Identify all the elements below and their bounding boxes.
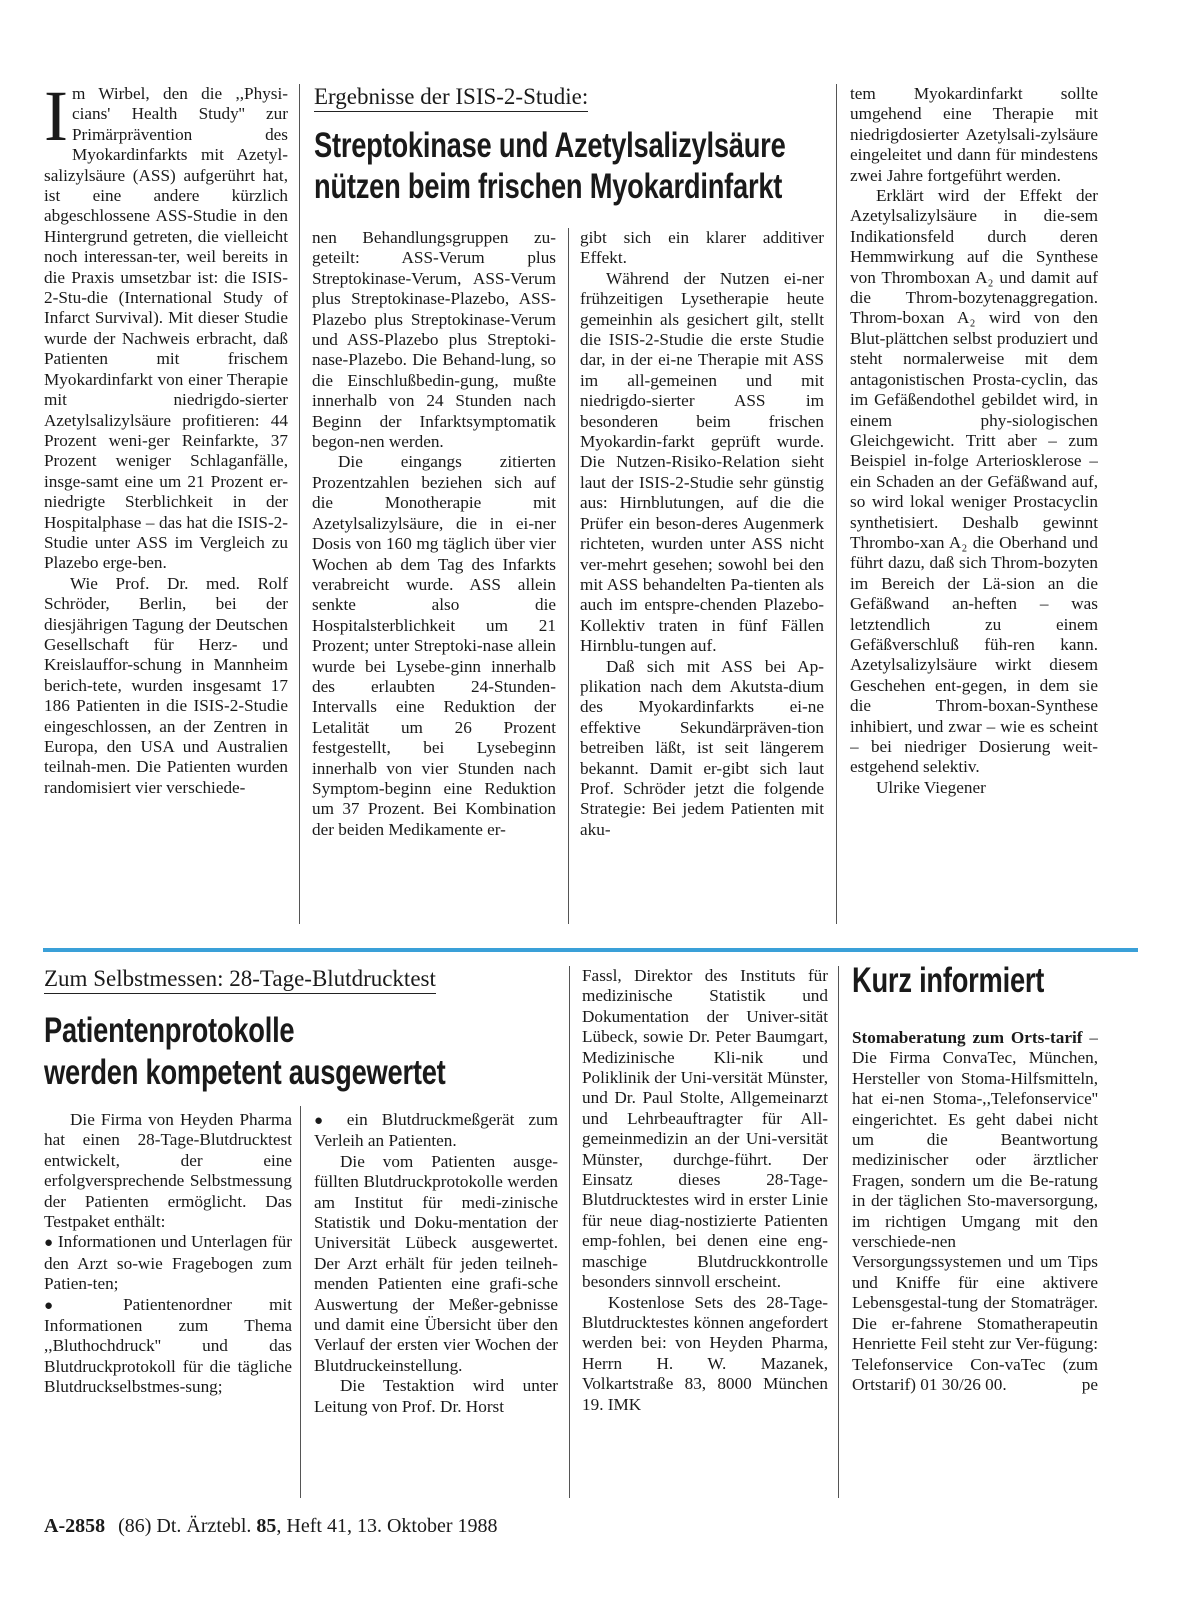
article1-col2-para1: nen Behandlungsgruppen zu-geteilt: ASS-Verum plus Streptokinase-Verum, ASS-Verum plus Streptokinase-Plazebo, ASS-Plazebo plus Streptokinase-Verum und ASS-Plazebo plus Streptoki-nase-Plazebo. Die Behand-lung, so die Einschlußbedin-gung, mußte innerhalb von 24 Stunden nach Beginn der Infarktsymptomatik begon-nen werden. — [312, 228, 556, 452]
article2-bullet2: Patientenordner mit Informationen zum Thema ,,Bluthochdruck'' und das Blutdruckprotokoll für die tägliche Blutdruckselbstmes-sung; — [44, 1294, 292, 1397]
dropcap: I — [44, 84, 68, 156]
column-divider — [299, 84, 300, 924]
article2-column-2 — [314, 1110, 558, 1496]
article1-kicker: Ergebnisse der ISIS-2-Studie: — [314, 84, 588, 112]
article2-col2-para2: Die vom Patienten ausge-füllten Blutdruckprotokolle werden am Institut für medi-zinische Statistik und Doku-mentation der Universität Lübeck ausgewertet. Der Arzt erhält für jeden teilneh-menden Patienten eine grafi-sche Auswertung der Meßer-gebnisse und damit eine Übersicht über den Verlauf der ersten vier Wochen der Blutdruckeinstellung. — [314, 1151, 558, 1375]
article1-col3-para2: Während der Nutzen ei-ner frühzeitigen Lysetherapie heute gemeinhin als gesichert gilt, stellt die ISIS-2-Studie die erste Studie dar, in der ei-ne Therapie mit ASS im all-gemeinen und mit niedrigdo-sierter ASS im besonderen beim frischen Myokardin-farkt geprüft wurde. Die Nutzen-Risiko-Relation sieht laut der ISIS-2-Studie sehr günstig aus: Hirnblutungen, auf die die Prüfer ein beson-deres Augenmerk richteten, wurden unter ASS nicht ver-mehrt gesehen; sowohl bei den mit ASS behandelten Pa-tienten als auch im entspre-chenden Plazebo-Kollektiv traten in fünf Fällen Hirnblu-tungen auf. — [580, 268, 824, 656]
article1-col1-para2: Wie Prof. Dr. med. Rolf Schröder, Berlin, bei der diesjährigen Tagung der Deutschen Gesellschaft für Herz- und Kreislauffor-schung in Mannheim berich-tete, wurden insgesamt 17 186 Patienten in die ISIS-2-Studie eingeschlossen, an der Zentren in Europa, den USA und Australien teilnah-men. Die Patienten wurden randomisiert vier verschiede- — [44, 573, 288, 797]
article1-column-1 — [44, 84, 288, 924]
column-divider — [836, 84, 837, 924]
bullet-icon: ● — [314, 1113, 333, 1129]
article1-column-3 — [580, 228, 824, 924]
article1-headline-line1: Streptokinase und Azetylsalizylsäure — [314, 126, 786, 165]
article1-col3-para3: Daß sich mit ASS bei Ap-plikation nach dem Akutsta-dium des Myokardinfarkts ei-ne effektive Sekundärpräven-tion betreiben läßt, ist seit längerem bekannt. Damit er-gibt sich laut Prof. Schröder jetzt die folgende Strategie: Bei jedem Patienten mit aku- — [580, 656, 824, 839]
article2-column-3 — [582, 966, 828, 1496]
article1-col3-para1: gibt sich ein klarer additiver Effekt. — [580, 228, 824, 268]
kurz-signature: pe — [1081, 1375, 1098, 1395]
article1-headline-line2: nützen beim frischen Myokardinfarkt — [314, 167, 783, 206]
kurz-headline: Kurz informiert — [852, 961, 1045, 1000]
article2-signature: IMK — [607, 1394, 642, 1414]
article1-column-2 — [312, 228, 556, 924]
section-divider-rule — [43, 948, 1138, 952]
article2-col1-para1: Die Firma von Heyden Pharma hat einen 28-Tage-Blutdrucktest entwickelt, der eine erfolgversprechende Selbstmessung der Patienten ermöglicht. Das Testpaket enthält: — [44, 1110, 292, 1232]
article2-headline-line2: werden kompetent ausgewertet — [44, 1053, 446, 1092]
page-number: A-2858 — [44, 1515, 106, 1537]
article2-bullet3: ein Blutdruckmeßgerät zum Verleih an Patienten. — [314, 1110, 558, 1151]
column-divider — [569, 966, 570, 1498]
footer-issue: , Heft 41, 13. Oktober 1988 — [276, 1515, 498, 1537]
column-divider — [568, 228, 569, 924]
article1-signature: Ulrike Viegener — [876, 777, 986, 797]
article2-col2-para3: Die Testaktion wird unter Leitung von Prof. Dr. Horst — [314, 1376, 558, 1416]
article2-column-1 — [44, 1110, 292, 1496]
article1-col4-para2: Erklärt wird der Effekt der Azetylsalizylsäure in die-sem Indikationsfeld durch deren Hemmwirkung auf die Synthese von Thromboxan A₂ und damit auf die Throm-bozytenaggregation. Throm-boxan A₂ wird von den Blut-plättchen selbst produziert und steht normalerweise mit dem antagonistischen Prosta-cyclin, das im Gefäßendothel gebildet wird, in einem phy-siologischen Gleichgewicht. Tritt aber – zum Beispiel in-folge Arteriosklerose – ein Schaden an der Gefäßwand auf, so wird lokal weniger Prostacyclin synthetisiert. Deshalb gewinnt Thrombo-xan A₂ die Oberhand und führt dazu, daß sich Throm-bozyten im Bereich der Lä-sion an die Gefäßwand an-heften – was letztendlich zu einem Gefäßverschluß füh-ren kann. Azetylsalizylsäure wirkt diesem Geschehen ent-gegen, in dem sie die Throm-boxan-Synthese inhibiert, und zwar – wie es scheint – bei niedriger Dosierung weit-estgehend selektiv. — [850, 186, 1098, 777]
article1-col1-para1: m Wirbel, den die ,,Physi-cians' Health Study'' zur Primärprävention des Myokardinfarkts mit Azetyl-salizylsäure (ASS) aufgerührt hat, ist eine andere kürzlich abgeschlossene ASS-Studie in den Hintergrund getreten, die vielleicht noch interessan-ter, weil bereits in die Praxis umsetzbar ist: die ISIS-2-Stu-die (International Study of Infarct Survival). Mit dieser Studie wurde der Nachweis erbracht, daß Patienten mit frischem Myokardinfarkt von einer Therapie mit niedrigdo-sierter Azetylsalizylsäure profitieren: 44 Prozent weni-ger Reinfarkte, 37 Prozent weniger Schlaganfälle, insge-samt eine um 21 Prozent er-niedrigte Sterblichkeit in der Hospitalphase – das hat die ISIS-2-Studie unter ASS im Vergleich zu Plazebo erge-ben. — [44, 84, 288, 573]
kurz-runin-heading: Stomaberatung zum Orts-tarif — [852, 1028, 1083, 1047]
article2-col3-para2: Kostenlose Sets des 28-Tage-Blutdrucktestes können angefordert werden bei: von Heyden Pharma, Herrn H. W. Mazanek, Volkartstraße 83, 8000 München 19. — [582, 1292, 828, 1414]
footer-journal: (86) Dt. Ärztebl. — [118, 1515, 252, 1537]
article1-column-4 — [850, 84, 1098, 924]
kurz-column — [852, 1028, 1098, 1496]
article2-headline-line1: Patientenprotokolle — [44, 1011, 295, 1050]
article2-bullet1: Informationen und Unterlagen für den Arzt so-wie Fragebogen zum Patien-ten; — [44, 1232, 292, 1294]
column-divider — [838, 966, 839, 1498]
page-footer — [44, 1515, 497, 1538]
article1-col2-para2: Die eingangs zitierten Prozentzahlen beziehen sich auf die Monotherapie mit Azetylsalizylsäure, die in ei-ner Dosis von 160 mg täglich über vier Wochen ab dem Tag des Infarkts verabreicht wurde. ASS allein senkte also die Hospitalsterblichkeit um 21 Prozent; unter Streptoki-nase allein wurde bei Lysebe-ginn innerhalb des erlaubten 24-Stunden-Intervalls eine Reduktion der Letalität um 26 Prozent festgestellt, bei Lysebeginn innerhalb von vier Stunden nach Symptom-beginn eine Reduktion um 37 Prozent. Bei Kombination der beiden Medikamente er- — [312, 452, 556, 839]
column-divider — [300, 1106, 301, 1498]
article2-kicker: Zum Selbstmessen: 28-Tage-Blutdrucktest — [44, 966, 436, 994]
article2-col3-para1: Fassl, Direktor des Instituts für medizinische Statistik und Dokumentation der Univer-sität Lübeck, sowie Dr. Peter Baumgart, Medizinische Kli-nik und Poliklinik der Uni-versität Münster, und Dr. Paul Stolte, Allgemeinarzt und Lehrbeauftragter für All-gemeinmedizin an der Uni-versität Münster, durchge-führt. Der Einsatz dieses 28-Tage-Blutdrucktestes wird in erster Linie für neue diag-nostizierte Patienten emp-fohlen, bei denen eine eng-maschige Blutdruckkontrolle besonders sinnvoll erscheint. — [582, 966, 828, 1292]
kurz-text: – Die Firma ConvaTec, München, Hersteller von Stoma-Hilfsmitteln, hat ei-nen Stoma-,,Telefonservice'' eingerichtet. Es geht dabei nicht um die Beantwortung medizinischer oder ärztlicher Fragen, sondern um die Be-ratung in der täglichen Sto-maversorgung, im richtigen Umgang mit den verschiede-nen Versorgungssystemen und um Tips und Kniffe für eine aktivere Lebensgestal-tung der Stomaträger. Die er-fahrene Stomatherapeutin Henriette Feil steht zur Ver-fügung: Telefonservice Con-vaTec (zum Ortstarif) 01 30/26 00. — [852, 1028, 1098, 1394]
bullet-icon: ● — [44, 1297, 86, 1314]
article1-col4-para1: tem Myokardinfarkt sollte umgehend eine Therapie mit niedrigdosierter Azetylsali-zylsäure eingeleitet und dann für mindestens zwei Jahre fortgeführt werden. — [850, 84, 1098, 185]
footer-volume: 85 — [256, 1515, 277, 1537]
bullet-icon: ● — [44, 1235, 54, 1252]
